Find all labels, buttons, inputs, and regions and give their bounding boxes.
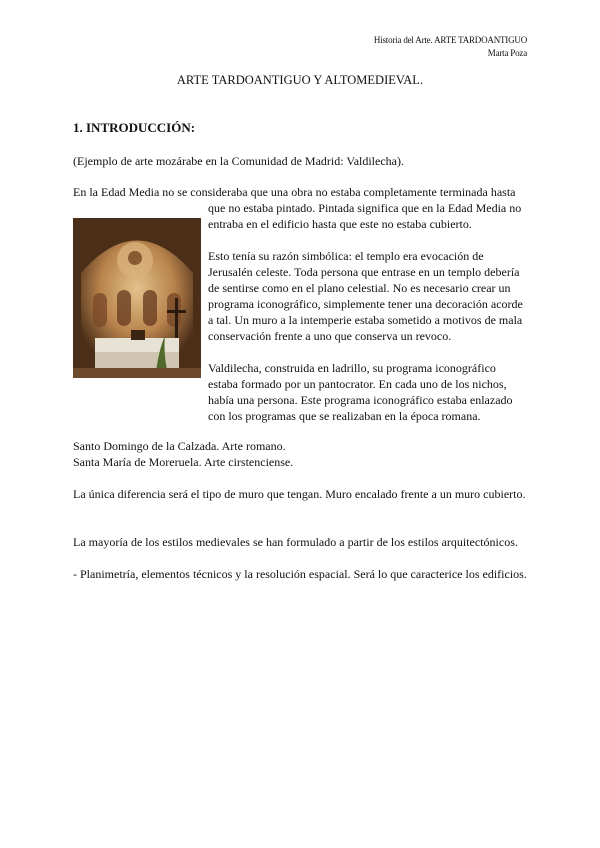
paragraph-4-line-1: Santo Domingo de la Calzada. Arte romano. [73,439,286,453]
paragraph-3: Valdilecha, construida en ladrillo, su programa iconográfico estaba formado por un pantocrator. En cada uno de los nichos, había una persona. Este programa iconográfico estaba enlazado con los programas que se realizaban en la época romana. [208,361,513,423]
paragraph-4-line-2: Santa María de Moreruela. Arte cirstenciense. [73,455,294,469]
paragraph-5: La única diferencia será el tipo de muro que tengan. Muro encalado frente a un muro cubierto. [73,487,526,501]
paragraph-6: La mayoría de los estilos medievales se han formulado a partir de los estilos arquitectónicos. [73,535,518,549]
paragraph-7: - Planimetría, elementos técnicos y la resolución espacial. Será lo que caracterice los edificios. [73,567,527,581]
page-header [374,34,527,60]
church-apse-fresco-image [73,218,201,378]
paragraph-1-first-line: En la Edad Media no se consideraba que una obra no estaba completamente terminada hasta [73,185,516,199]
paragraph-1-continued: que no estaba pintado. Pintada significa que en la Edad Media no entraba en el edificio hasta que este no estaba cubierto. [208,201,522,231]
paragraph-2: Esto tenía su razón simbólica: el templo era evocación de Jerusalén celeste. Toda persona que entrase en un templo debería de sentirse como en el plano celestial. No es necesario crear un programa iconográfico, simplemente tener una decoración acorde a tal. Un muro a la intemperie estaba sometido a motivos de mala conservación frente a uno que conserva un revoco. [208,249,523,343]
header-course: Historia del Arte. ARTE TARDOANTIGUO [373,35,527,45]
document-title: ARTE TARDOANTIGUO Y ALTOMEDIEVAL. [176,73,424,87]
section-heading: 1. INTRODUCCIÓN: [73,120,196,135]
header-author: Marta Poza [487,48,527,58]
example-paragraph: (Ejemplo de arte mozárabe en la Comunidad de Madrid: Valdilecha). [73,154,404,168]
